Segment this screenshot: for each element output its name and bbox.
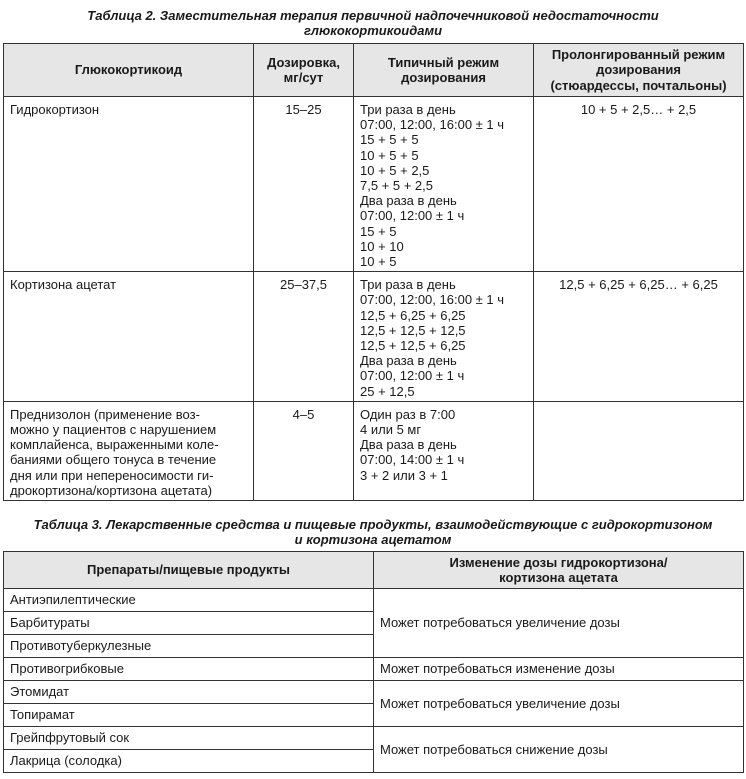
table2 bbox=[3, 43, 744, 501]
regimen-line: 25 + 12,5 bbox=[360, 383, 415, 399]
regimen-line: Два раза в день bbox=[360, 193, 457, 209]
table2-header-row bbox=[4, 44, 744, 97]
cell-product: Противотуберкулезные bbox=[4, 635, 374, 658]
table3-header-row bbox=[4, 552, 744, 589]
header-dosage-line-1: Дозировка, bbox=[267, 54, 340, 70]
header-prolonged-regimen-line-2: дозирования bbox=[596, 62, 681, 78]
regimen-line: 15 + 5 + 5 bbox=[360, 132, 419, 148]
drug-name-line: дрокортизона/кортизона ацетата) bbox=[10, 482, 213, 498]
regimen-line: 10 + 10 bbox=[360, 238, 404, 254]
drug-name-line: баниями общего тонуса в течение bbox=[10, 452, 217, 468]
regimen-line: 07:00, 12:00, 16:00 ± 1 ч bbox=[360, 292, 505, 308]
cell-effect: Может потребоваться увеличение дозы bbox=[374, 589, 744, 658]
cell-drug-name bbox=[4, 401, 254, 500]
cell-drug-name bbox=[4, 97, 254, 272]
table-row bbox=[4, 681, 744, 704]
table-row bbox=[4, 589, 744, 612]
header-dose-change bbox=[374, 552, 744, 589]
drug-name-line: Гидрокортизон bbox=[10, 102, 100, 117]
regimen-line: 10 + 5 bbox=[360, 254, 397, 270]
regimen-line: 15 + 5 bbox=[360, 223, 397, 239]
cell-regimen bbox=[354, 272, 534, 402]
header-dosage-line-2: мг/сут bbox=[283, 70, 324, 85]
table-row bbox=[4, 727, 744, 750]
table-row bbox=[4, 272, 744, 402]
table-row bbox=[4, 97, 744, 272]
cell-drug-name bbox=[4, 272, 254, 402]
header-prolonged-regimen-line-3: (стюардессы, почтальоны) bbox=[550, 77, 727, 93]
regimen-line: 10 + 5 + 5 bbox=[360, 147, 419, 163]
regimen-line: 10 + 5 + 2,5 bbox=[360, 162, 430, 178]
cell-prolonged bbox=[534, 401, 744, 500]
header-prolonged-regimen-line-1: Пролонгированный режим bbox=[551, 47, 726, 63]
header-prolonged-regimen bbox=[534, 44, 744, 97]
cell-product: Этомидат bbox=[4, 681, 374, 704]
drug-name-line: комплайенса, выраженными коле- bbox=[10, 437, 219, 453]
table2-caption-line-2: глюкокортикоидами bbox=[303, 23, 443, 38]
table2-caption-line-1: Таблица 2. Заместительная терапия первичной надпочечниковой недостаточности bbox=[87, 8, 659, 23]
regimen-line: 12,5 + 12,5 + 6,25 bbox=[360, 338, 466, 354]
table2-caption bbox=[0, 8, 746, 38]
cell-prolonged: 12,5 + 6,25 + 6,25… + 6,25 bbox=[534, 272, 744, 402]
table3-caption-line-2: и кортизона ацетатом bbox=[294, 532, 452, 547]
drug-name-line: можно у пациентов с нарушением bbox=[10, 422, 217, 438]
table-row bbox=[4, 658, 744, 681]
table3-caption bbox=[0, 517, 746, 547]
regimen-line: 4 или 5 мг bbox=[360, 422, 422, 438]
table3-caption-line-1: Таблица 3. Лекарственные средства и пищевые продукты, взаимодействующие с гидрокортизоном bbox=[33, 517, 713, 532]
cell-prolonged: 10 + 5 + 2,5… + 2,5 bbox=[534, 97, 744, 272]
regimen-line: 7,5 + 5 + 2,5 bbox=[360, 178, 434, 194]
table3 bbox=[3, 551, 744, 773]
cell-product: Грейпфрутовый сок bbox=[4, 727, 374, 750]
regimen-line: 12,5 + 6,25 + 6,25 bbox=[360, 307, 466, 323]
regimen-line: 07:00, 12:00, 16:00 ± 1 ч bbox=[360, 117, 505, 133]
header-typical-regimen bbox=[354, 44, 534, 97]
header-typical-regimen-line-2: дозирования bbox=[401, 70, 486, 85]
header-typical-regimen-line-1: Типичный режим bbox=[387, 54, 500, 70]
cell-effect: Может потребоваться увеличение дозы bbox=[374, 681, 744, 727]
regimen-line: Два раза в день bbox=[360, 353, 457, 369]
drug-name-line: дня или при непереносимости ги- bbox=[10, 467, 214, 483]
cell-product: Противогрибковые bbox=[4, 658, 374, 681]
regimen-line: Три раза в день bbox=[360, 102, 456, 117]
header-dosage bbox=[254, 44, 354, 97]
cell-dose: 4–5 bbox=[254, 401, 354, 500]
regimen-line: 12,5 + 12,5 + 12,5 bbox=[360, 322, 466, 338]
cell-product: Барбитураты bbox=[4, 612, 374, 635]
cell-product: Антиэпилептические bbox=[4, 589, 374, 612]
header-glucocorticoid-line: Глюкокортикоид bbox=[74, 62, 183, 78]
regimen-line: 07:00, 14:00 ± 1 ч bbox=[360, 452, 465, 468]
cell-product: Топирамат bbox=[4, 704, 374, 727]
drug-name-line: Кортизона ацетат bbox=[10, 277, 117, 293]
regimen-line: 07:00, 12:00 ± 1 ч bbox=[360, 208, 465, 224]
cell-regimen bbox=[354, 401, 534, 500]
cell-dose: 25–37,5 bbox=[254, 272, 354, 402]
regimen-line: 3 + 2 или 3 + 1 bbox=[360, 467, 448, 483]
cell-regimen bbox=[354, 97, 534, 272]
header-dose-change-line-2: кортизона ацетата bbox=[499, 570, 618, 585]
header-products bbox=[4, 552, 374, 589]
header-glucocorticoid bbox=[4, 44, 254, 97]
cell-effect: Может потребоваться снижение дозы bbox=[374, 727, 744, 773]
cell-dose: 15–25 bbox=[254, 97, 354, 272]
header-dose-change-line-1: Изменение дозы гидрокортизона/ bbox=[449, 554, 668, 570]
drug-name-line: Преднизолон (применение воз- bbox=[10, 406, 200, 422]
header-products-line: Препараты/пищевые продукты bbox=[86, 562, 290, 578]
cell-effect: Может потребоваться изменение дозы bbox=[374, 658, 744, 681]
regimen-line: Два раза в день bbox=[360, 437, 457, 453]
table-row bbox=[4, 401, 744, 500]
regimen-line: 07:00, 12:00 ± 1 ч bbox=[360, 368, 465, 384]
cell-product: Лакрица (солодка) bbox=[4, 750, 374, 773]
regimen-line: Три раза в день bbox=[360, 277, 456, 293]
regimen-line: Один раз в 7:00 bbox=[360, 406, 456, 422]
